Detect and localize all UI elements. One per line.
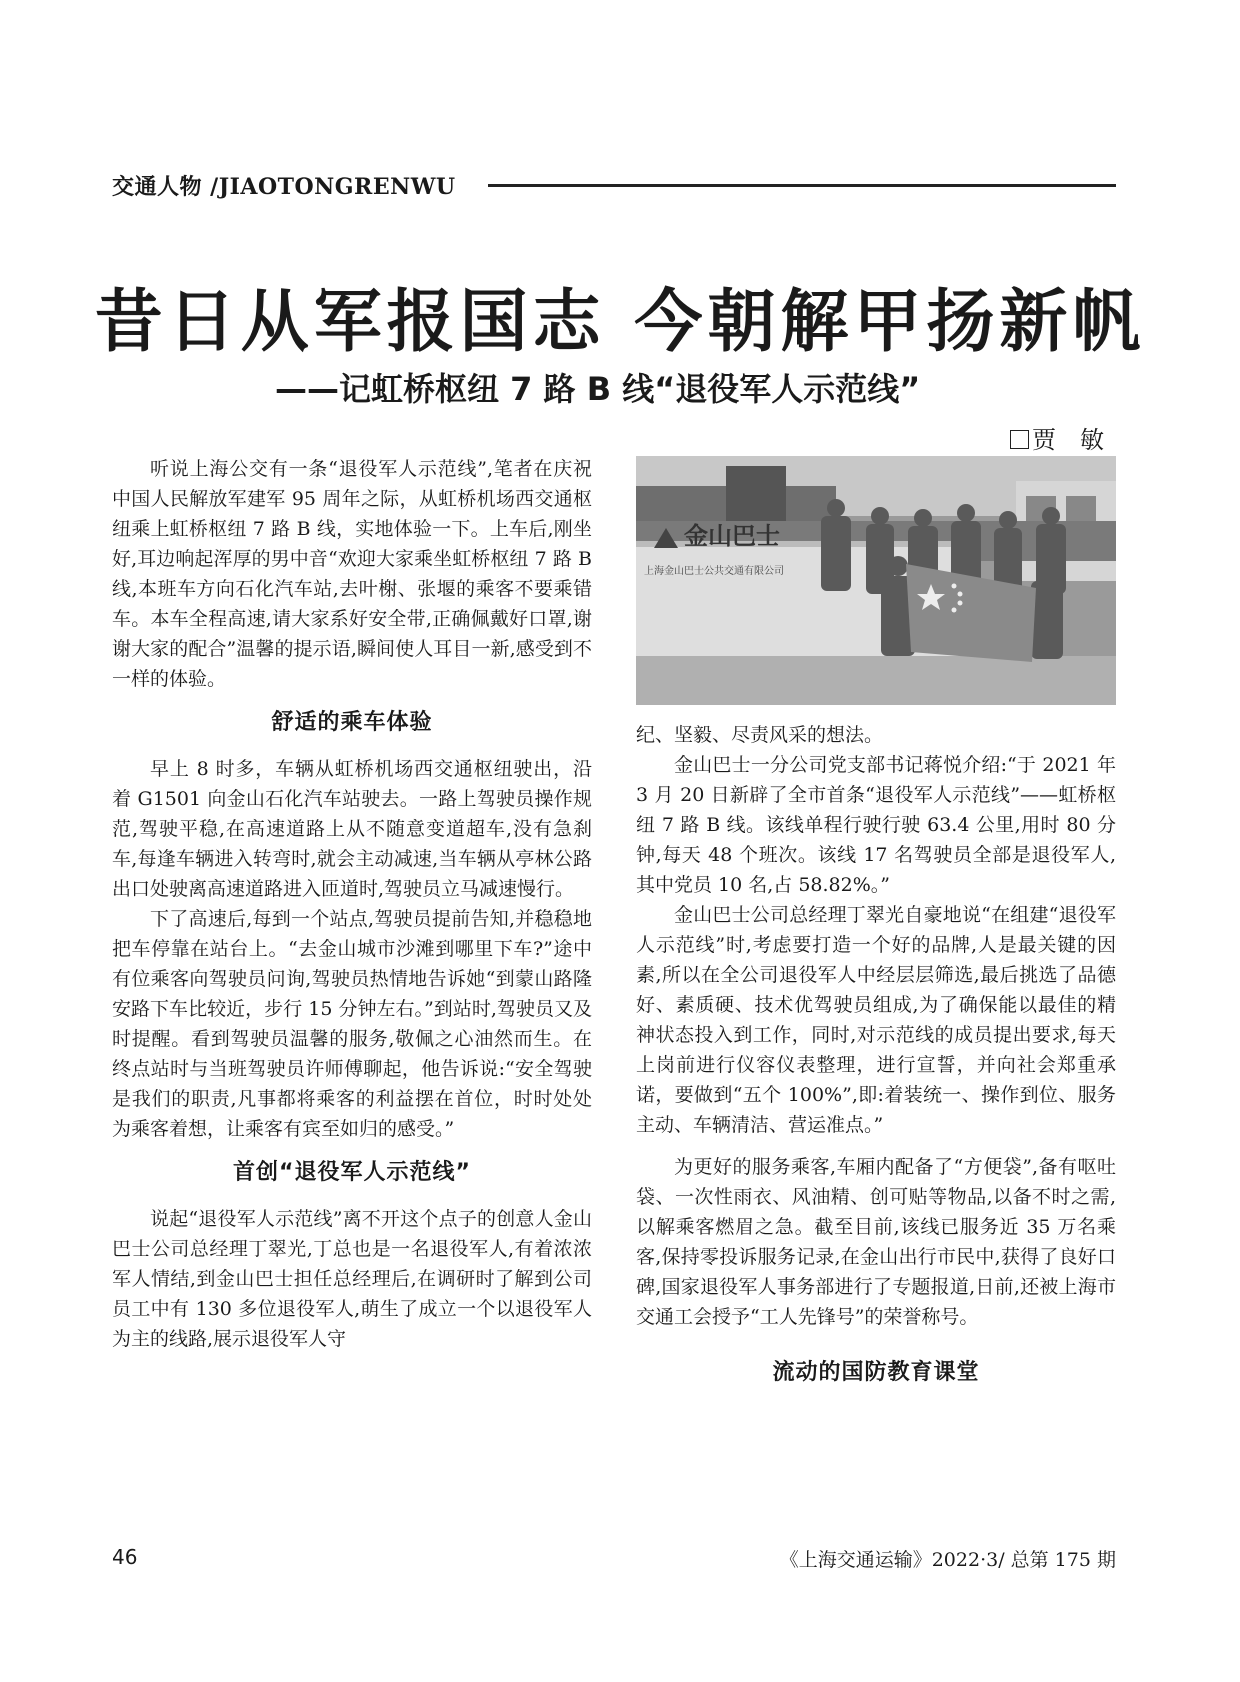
page-number: 46 bbox=[112, 1545, 138, 1569]
right-column bbox=[636, 720, 1116, 1404]
bus-company-sign: 金山巴士 bbox=[684, 521, 780, 550]
left-column bbox=[112, 454, 592, 1354]
author-name: 贾 敏 bbox=[1032, 426, 1104, 454]
paragraph: 下了高速后,每到一个站点,驾驶员提前告知,并稳稳地把车停靠在站台上。“去金山城市沙滩到哪里下车?”途中有位乘客向驾驶员问询,驾驶员热情地告诉她“到蒙山路隆安路下车比较近，步行 15 分钟左右。”到站时,驾驶员又及时提醒。看到驾驶员温馨的服务,敬佩之心油然而生。在终点站时与当班驾驶员许师傅聊起，他告诉说:“安全驾驶是我们的职责,凡事都将乘客的利益摆在首位，时时处处为乘客着想，让乘客有宾至如归的感受。” bbox=[112, 908, 592, 1140]
author-byline bbox=[1010, 420, 1104, 455]
paragraph: 金山巴士一分公司党支部书记蒋悦介绍:“于 2021 年 3 月 20 日新辟了全市首条“退役军人示范线”——虹桥枢纽 7 路 B 线。该线单程行驶行驶 63.4 公里,用时 80 分钟,每天 48 个班次。该线 17 名驾驶员全部是退役军人,其中党员 10 名,占 58.82%。” bbox=[636, 754, 1116, 896]
journal-citation: 《上海交通运输》2022·3/ 总第 175 期 bbox=[779, 1549, 1116, 1571]
paragraph: 听说上海公交有一条“退役军人示范线”,笔者在庆祝中国人民解放军建军 95 周年之际，从虹桥机场西交通枢纽乘上虹桥枢纽 7 路 B 线，实地体验一下。上车后,刚坐好,耳边响起浑厚的男中音“欢迎大家乘坐虹桥枢纽 7 路 B 线,本班车方向石化汽车站,去叶榭、张堰的乘客不要乘错车。本车全程高速,请大家系好安全带,正确佩戴好口罩,谢谢大家的配合”温馨的提示语,瞬间使人耳目一新,感受到不一样的体验。 bbox=[112, 458, 592, 690]
article-subtitle: ——记虹桥枢纽 7 路 B 线“退役军人示范线” bbox=[275, 370, 921, 408]
paragraph: 为更好的服务乘客,车厢内配备了“方便袋”,备有呕吐袋、一次性雨衣、风油精、创可贴等物品,以备不时之需,以解乘客燃眉之急。截至目前,该线已服务近 35 万名乘客,保持零投诉服务记录,在金山出行市民中,获得了良好口碑,国家退役军人事务部进行了专题报道,日前,还被上海市交通工会授予“工人先锋号”的荣誉称号。 bbox=[636, 1156, 1116, 1328]
byline-box-icon bbox=[1010, 430, 1029, 449]
paragraph: 纪、坚毅、尽责风采的想法。 bbox=[636, 724, 884, 746]
bus-company-subtitle: 上海金山巴士公共交通有限公司 bbox=[644, 566, 784, 577]
paragraph: 说起“退役军人示范线”离不开这个点子的创意人金山巴士公司总经理丁翠光,丁总也是一名退役军人,有着浓浓军人情结,到金山巴士担任总经理后,在调研时了解到公司员工中有 130 多位退役军人,萌生了成立一个以退役军人为主的线路,展示退役军人守 bbox=[112, 1208, 592, 1350]
section-label: 交通人物 /JIAOTONGRENWU bbox=[112, 174, 456, 200]
section-heading: 首创“退役军人示范线” bbox=[233, 1160, 471, 1185]
paragraph: 金山巴士公司总经理丁翠光自豪地说“在组建“退役军人示范线”时,考虑要打造一个好的品牌,人是最关键的因素,所以在全公司退役军人中经层层筛选,最后挑选了品德好、素质硬、技术优驾驶员组成,为了确保能以最佳的精神状态投入到工作，同时,对示范线的成员提出要求,每天上岗前进行仪容仪表整理，进行宣誓，并向社会郑重承诺，要做到“五个 100%”,即:着装统一、操作到位、服务主动、车辆清洁、营运准点。” bbox=[636, 904, 1116, 1136]
article-title: 昔日从军报国志 今朝解甲扬新帆 bbox=[94, 282, 1146, 362]
photo-illustration bbox=[636, 456, 1116, 705]
section-heading: 舒适的乘车体验 bbox=[271, 710, 433, 735]
article-photo bbox=[636, 456, 1116, 705]
header-rule bbox=[488, 184, 1116, 187]
paragraph: 早上 8 时多，车辆从虹桥机场西交通枢纽驶出，沿着 G1501 向金山石化汽车站驶去。一路上驾驶员操作规范,驾驶平稳,在高速道路上从不随意变道超车,没有急刹车,每逢车辆进入转弯时,就会主动减速,当车辆从亭林公路出口处驶离高速道路进入匝道时,驾驶员立马减速慢行。 bbox=[112, 758, 592, 900]
section-heading: 流动的国防教育课堂 bbox=[772, 1360, 980, 1385]
